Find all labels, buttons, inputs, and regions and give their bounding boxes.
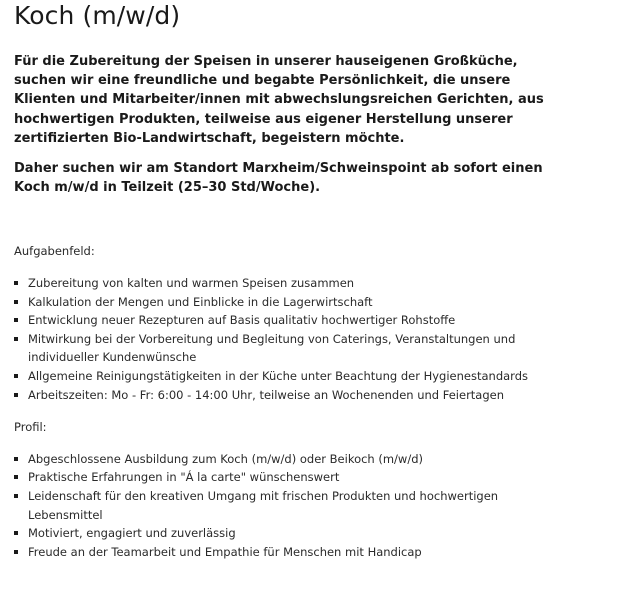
page-title: Koch (m/w/d)	[14, 1, 181, 30]
profile-list	[14, 450, 574, 562]
bullet-icon	[14, 374, 18, 378]
list-item	[14, 367, 574, 386]
bullet-icon	[14, 531, 18, 535]
bullet-icon	[14, 550, 18, 554]
intro-paragraph: Für die Zubereitung der Speisen in unserer hauseigenen Großküche, suchen wir eine freundliche und begabte Persönlichkeit, die unsere Klienten und Mitarbeiter/innen mit abwechslungsreichen Gerichten, aus hochwertigen Produkten, teilweise aus eigener Herstellung unserer zertifizierten Bio-Landwirtschaft, begeistern möchte.	[14, 54, 544, 146]
list-item-text: Praktische Erfahrungen in "Á la carte" wünschenswert	[28, 470, 340, 485]
bullet-icon	[14, 337, 18, 341]
list-item	[14, 543, 574, 562]
bullet-icon	[14, 457, 18, 461]
list-item	[14, 450, 574, 469]
list-item-text: Allgemeine Reinigungstätigkeiten in der Küche unter Beachtung der Hygienestandards	[28, 368, 528, 383]
list-item-text: Motiviert, engagiert und zuverlässig	[28, 526, 236, 541]
list-item-text: Kalkulation der Mengen und Einblicke in die Lagerwirtschaft	[28, 294, 373, 309]
bullet-icon	[14, 318, 18, 322]
list-item	[14, 468, 574, 487]
list-item-text: Zubereitung von kalten und warmen Speisen zusammen	[28, 276, 355, 291]
bullet-icon	[14, 300, 18, 304]
list-item	[14, 293, 574, 312]
list-item-text: Mitwirkung bei der Vorbereitung und Begleitung von Caterings, Veranstaltungen und individueller Kundenwünsche	[28, 331, 516, 365]
bullet-icon	[14, 475, 18, 479]
bullet-icon	[14, 494, 18, 498]
list-item-text: Leidenschaft für den kreativen Umgang mit frischen Produkten und hochwertigen Lebensmittel	[28, 488, 499, 522]
list-item-text: Abgeschlossene Ausbildung zum Koch (m/w/d) oder Beikoch (m/w/d)	[28, 451, 423, 466]
location-paragraph: Daher suchen wir am Standort Marxheim/Schweinspoint ab sofort einen Koch m/w/d in Teilzeit (25–30 Std/Woche).	[14, 161, 543, 196]
list-item	[14, 311, 574, 330]
bullet-icon	[14, 281, 18, 285]
list-item-text: Arbeitszeiten: Mo - Fr: 6:00 - 14:00 Uhr, teilweise an Wochenenden und Feiertagen	[28, 387, 505, 402]
list-item	[14, 487, 574, 524]
list-item	[14, 524, 574, 543]
list-item	[14, 274, 574, 293]
job-posting	[14, 0, 574, 561]
list-item-text: Freude an der Teamarbeit und Empathie für Menschen mit Handicap	[28, 544, 422, 559]
list-item	[14, 386, 574, 405]
tasks-list	[14, 274, 574, 404]
profile-heading: Profil:	[14, 420, 47, 435]
tasks-heading: Aufgabenfeld:	[14, 244, 95, 259]
list-item	[14, 330, 574, 367]
list-item-text: Entwicklung neuer Rezepturen auf Basis qualitativ hochwertiger Rohstoffe	[28, 313, 456, 328]
bullet-icon	[14, 393, 18, 397]
